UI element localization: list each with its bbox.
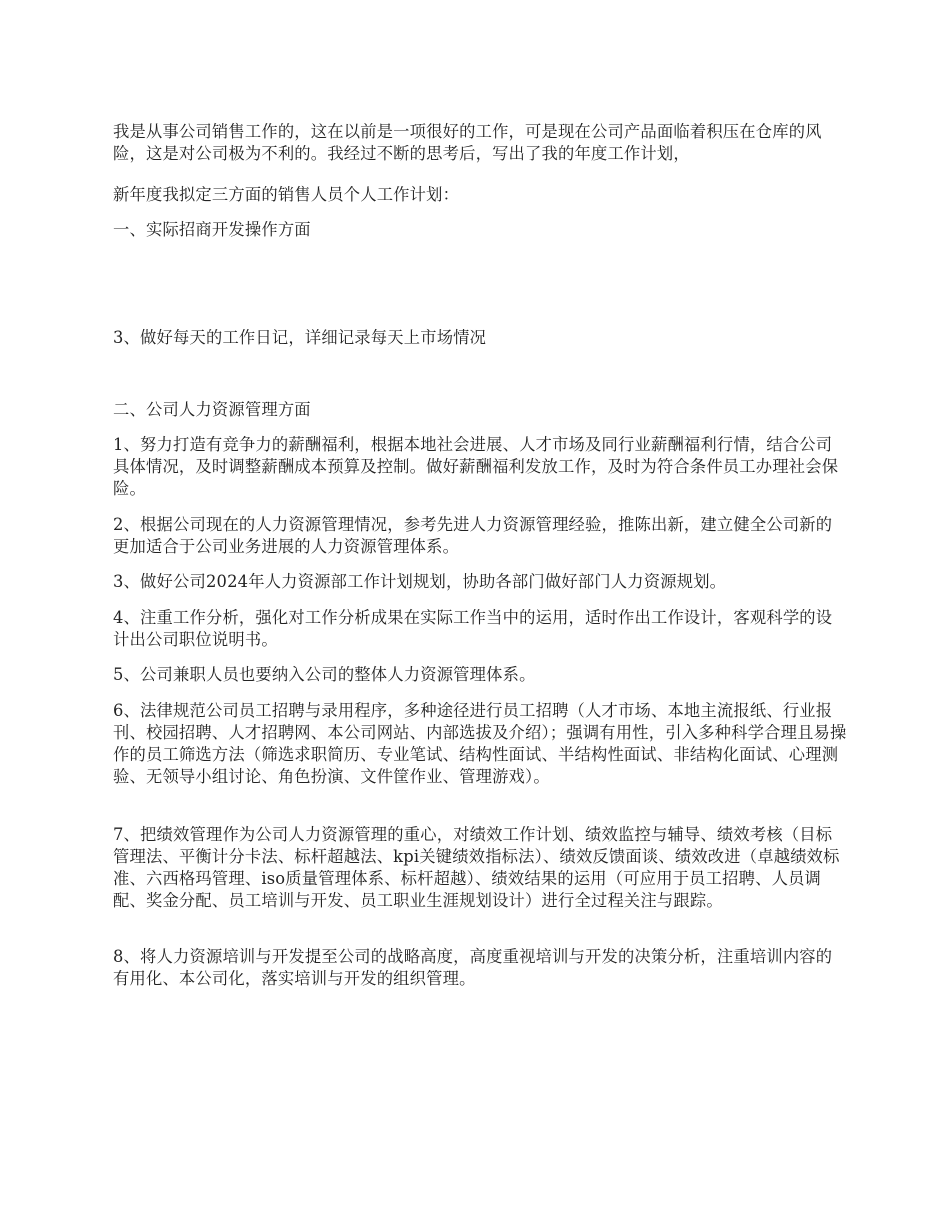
section2-item-4: 4、注重工作分析，强化对工作分析成果在实际工作当中的运用，适时作出工作设计，客观科学的设计出公司职位说明书。 [113,608,833,649]
section2-item-1: 1、努力打造有竞争力的薪酬福利，根据本地社会进展、人才市场及同行业薪酬福利行情，结合公司具体情况，及时调整薪酬成本预算及控制。做好薪酬福利发放工作，及时为符合条件员工办理社会保险。 [113,435,839,498]
section2-item-6: 6、法律规范公司员工招聘与录用程序，多种途径进行员工招聘（人才市场、本地主流报纸、行业报刊、校园招聘、人才招聘网、本公司网站、内部选拔及介绍）；强调有用性，引入多种科学合理且易操作的员工筛选方法（筛选求职简历、专业笔试、结构性面试、半结构性面试、非结构化面试、心理测验、无领导小组讨论、角色扮演、文件筐作业、管理游戏）。 [113,701,847,786]
section2-item-8: 8、将人力资源培训与开发提至公司的战略高度，高度重视培训与开发的决策分析，注重培训内容的有用化、本公司化，落实培训与开发的组织管理。 [113,947,833,988]
section2-item-3: 3、做好公司2024年人力资源部工作计划规划，协助各部门做好部门人力资源规划。 [113,572,727,591]
section2-item-2: 2、根据公司现在的人力资源管理情况，参考先进人力资源管理经验，推陈出新，建立健全公司新的更加适合于公司业务进展的人力资源管理体系。 [113,515,833,556]
section2-item-7: 7、把绩效管理作为公司人力资源管理的重心，对绩效工作计划、绩效监控与辅导、绩效考核（目标管理法、平衡计分卡法、标杆超越法、kpi关键绩效指标法）、绩效反馈面谈、绩效改进（卓越绩效标准、六西格玛管理、iso质量管理体系、标杆超越）、绩效结果的运用（可应用于员工招聘、人员调配、奖金分配、员工培训与开发、员工职业生涯规划设计）进行全过程关注与跟踪。 [113,825,840,910]
plan-statement: 新年度我拟定三方面的销售人员个人工作计划： [113,185,460,204]
section2-heading: 二、公司人力资源管理方面 [113,400,311,419]
section2-item-5: 5、公司兼职人员也要纳入公司的整体人力资源管理体系。 [113,665,536,684]
section1-item-3: 3、做好每天的工作日记，详细记录每天上市场情况 [113,328,487,347]
section1-heading: 一、实际招商开发操作方面 [113,220,311,239]
intro-paragraph: 我是从事公司销售工作的，这在以前是一项很好的工作，可是现在公司产品面临着积压在仓库的风险，这是对公司极为不利的。我经过不断的思考后，写出了我的年度工作计划， [113,122,822,163]
